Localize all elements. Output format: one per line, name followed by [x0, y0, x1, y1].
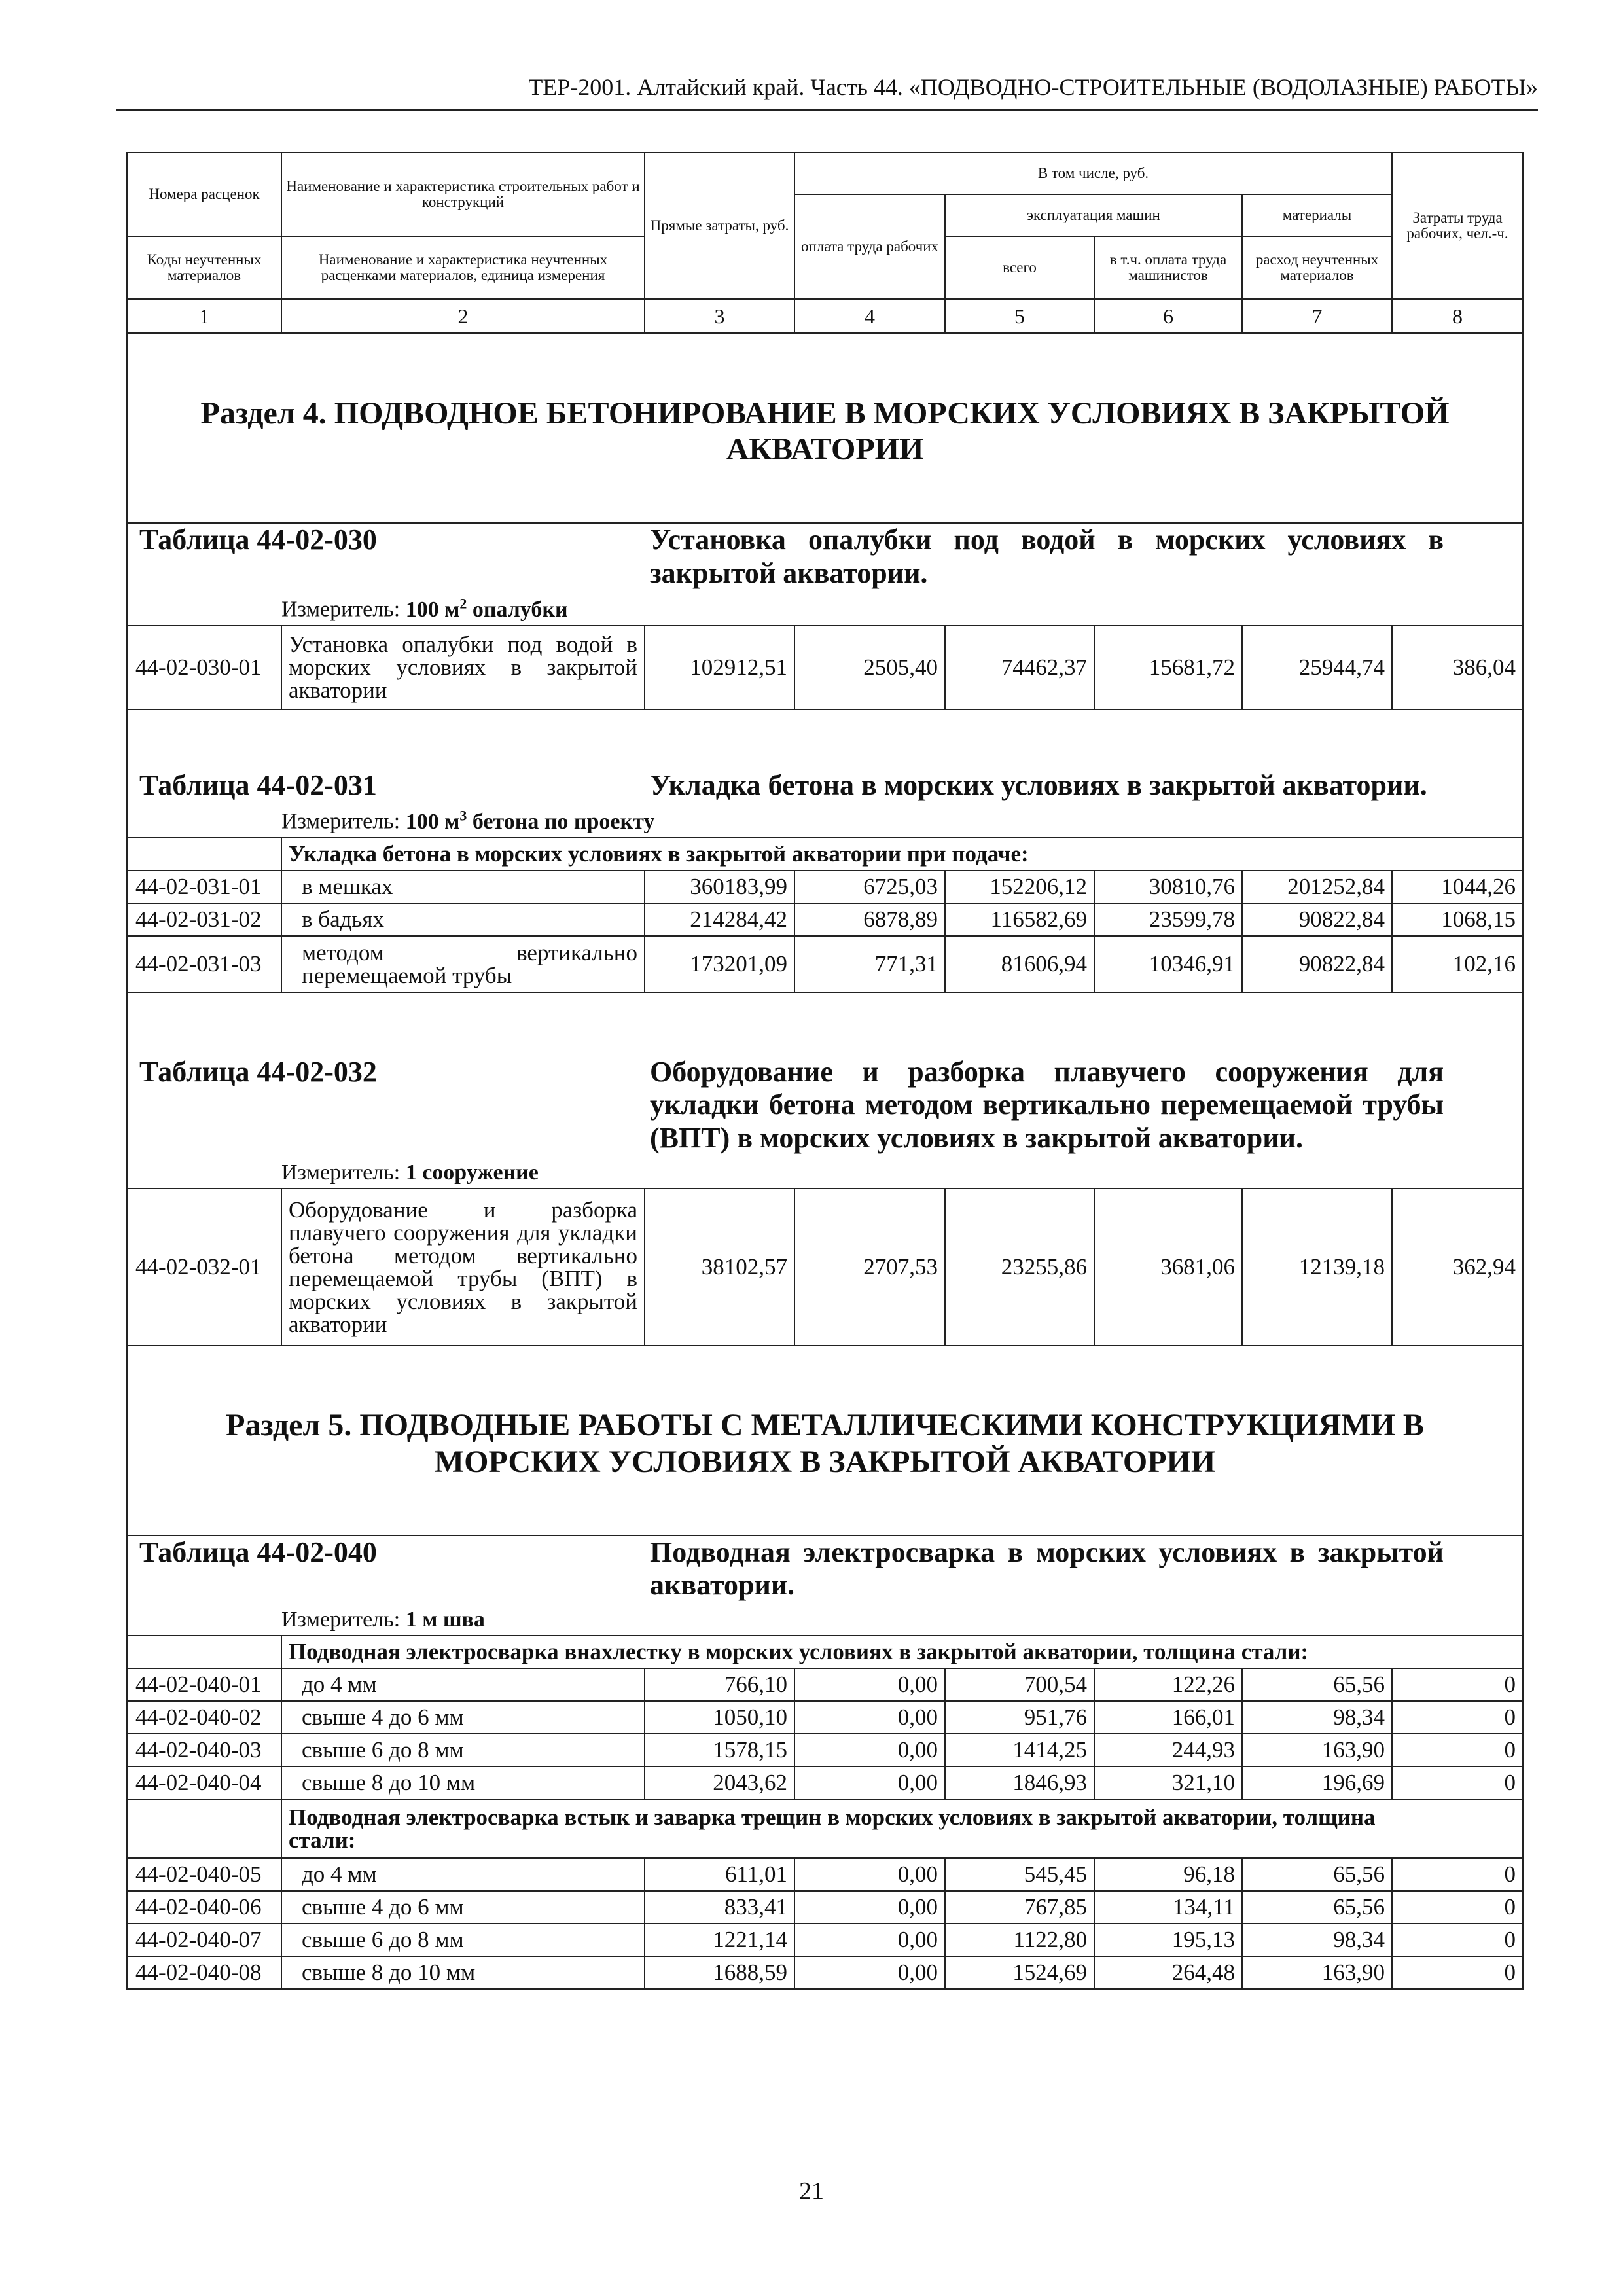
- col-header-including: В том числе, руб.: [794, 152, 1392, 194]
- col-header-direct-costs: Прямые затраты, руб.: [645, 152, 794, 299]
- section-5-title: Раздел 5. ПОДВОДНЫЕ РАБОТЫ С МЕТАЛЛИЧЕСКИМИ КОНСТРУКЦИЯМИ В МОРСКИХ УСЛОВИЯХ В ЗАКРЫТОЙ АКВАТОРИИ: [226, 1408, 1424, 1479]
- value-cell: 0,00: [794, 1767, 945, 1799]
- value-cell: 1846,93: [945, 1767, 1094, 1799]
- value-cell: 173201,09: [645, 936, 794, 992]
- col-header-labor-hours: Затраты труда рабочих, чел.-ч.: [1392, 152, 1523, 299]
- value-cell: 3681,06: [1094, 1189, 1242, 1346]
- value-cell: 74462,37: [945, 626, 1094, 709]
- rate-code: 44-02-040-04: [127, 1767, 281, 1799]
- rate-code: 44-02-040-02: [127, 1701, 281, 1734]
- value-cell: 700,54: [945, 1668, 1094, 1701]
- value-cell: 23255,86: [945, 1189, 1094, 1346]
- group-heading: Укладка бетона в морских условиях в закрытой акватории при подаче:: [281, 838, 1523, 870]
- value-cell: 362,94: [1392, 1189, 1523, 1346]
- table-label: Таблица 44-02-032: [139, 1055, 377, 1088]
- value-cell: 264,48: [1094, 1956, 1242, 1989]
- meter-line: Измеритель: 100 $м^2$ опалубки: [281, 595, 568, 622]
- col-number: 5: [945, 299, 1094, 333]
- table-row: [127, 1189, 1523, 1346]
- value-cell: 0: [1392, 1858, 1523, 1891]
- value-cell: 0: [1392, 1956, 1523, 1989]
- col-number: 4: [794, 299, 945, 333]
- value-cell: 0,00: [794, 1956, 945, 1989]
- value-cell: 1524,69: [945, 1956, 1094, 1989]
- col-header-work-name: Наименование и характеристика строительных работ и конструкций: [281, 152, 645, 236]
- col-header-material-codes: Коды неучтенных материалов: [127, 236, 281, 299]
- table-row: [127, 870, 1523, 903]
- table-row: [127, 1767, 1523, 1799]
- value-cell: 0: [1392, 1734, 1523, 1767]
- value-cell: 122,26: [1094, 1668, 1242, 1701]
- value-cell: 15681,72: [1094, 626, 1242, 709]
- value-cell: 1688,59: [645, 1956, 794, 1989]
- rate-code: 44-02-031-01: [127, 870, 281, 903]
- value-cell: 1050,10: [645, 1701, 794, 1734]
- meter-line: Измеритель: 1 сооружение: [281, 1160, 539, 1185]
- meter-line: Измеритель: 100 $м^3$ бетона по проекту: [281, 807, 655, 834]
- price-table: [126, 152, 1524, 1990]
- table-row: [127, 1858, 1523, 1891]
- table-row: [127, 1701, 1523, 1734]
- value-cell: 360183,99: [645, 870, 794, 903]
- col-header-worker-pay: оплата труда рабочих: [794, 194, 945, 299]
- value-cell: 195,13: [1094, 1924, 1242, 1956]
- value-cell: 30810,76: [1094, 870, 1242, 903]
- value-cell: 2505,40: [794, 626, 945, 709]
- value-cell: 196,69: [1242, 1767, 1392, 1799]
- value-cell: 163,90: [1242, 1734, 1392, 1767]
- value-cell: 766,10: [645, 1668, 794, 1701]
- value-cell: 244,93: [1094, 1734, 1242, 1767]
- rate-code: 44-02-040-01: [127, 1668, 281, 1701]
- value-cell: 0,00: [794, 1701, 945, 1734]
- col-number: 1: [127, 299, 281, 333]
- value-cell: 134,11: [1094, 1891, 1242, 1924]
- value-cell: 0: [1392, 1668, 1523, 1701]
- group-heading: Подводная электросварка внахлестку в морских условиях в закрытой акватории, толщина стали:: [281, 1636, 1523, 1668]
- table-row: [127, 1956, 1523, 1989]
- col-header-material-names: Наименование и характеристика неучтенных расценками материалов, единица измерения: [281, 236, 645, 299]
- value-cell: 6878,89: [794, 903, 945, 936]
- col-header-machines-total: всего: [945, 236, 1094, 299]
- running-header: ТЕР-2001. Алтайский край. Часть 44. «ПОДВОДНО-СТРОИТЕЛЬНЫЕ (ВОДОЛАЗНЫЕ) РАБОТЫ»: [116, 73, 1538, 111]
- value-cell: 6725,03: [794, 870, 945, 903]
- rate-name: свыше 4 до 6 мм: [281, 1701, 645, 1734]
- table-title: Оборудование и разборка плавучего сооружения для укладки бетона методом вертикально перемещаемой трубы (ВПТ) в морских условиях в закрытой акватории.: [650, 1055, 1444, 1154]
- table-row: [127, 1734, 1523, 1767]
- value-cell: 771,31: [794, 936, 945, 992]
- table-row: [127, 903, 1523, 936]
- col-number: 2: [281, 299, 645, 333]
- value-cell: 951,76: [945, 1701, 1094, 1734]
- col-header-machines: эксплуатация машин: [945, 194, 1242, 236]
- value-cell: 98,34: [1242, 1701, 1392, 1734]
- value-cell: 0: [1392, 1924, 1523, 1956]
- col-header-rate-numbers: Номера расценок: [127, 152, 281, 236]
- col-header-material-consumption: расход неучтенных материалов: [1242, 236, 1392, 299]
- value-cell: 214284,42: [645, 903, 794, 936]
- value-cell: 833,41: [645, 1891, 794, 1924]
- group-heading: Подводная электросварка встык и заварка трещин в морских условиях в закрытой акватории, толщина стали:: [281, 1799, 1523, 1858]
- value-cell: 12139,18: [1242, 1189, 1392, 1346]
- rate-code: 44-02-040-07: [127, 1924, 281, 1956]
- table-label: Таблица 44-02-040: [139, 1535, 377, 1568]
- value-cell: 98,34: [1242, 1924, 1392, 1956]
- rate-name: до 4 мм: [281, 1858, 645, 1891]
- value-cell: 0: [1392, 1891, 1523, 1924]
- value-cell: 38102,57: [645, 1189, 794, 1346]
- col-number: 8: [1392, 299, 1523, 333]
- value-cell: 545,45: [945, 1858, 1094, 1891]
- value-cell: 163,90: [1242, 1956, 1392, 1989]
- value-cell: 1578,15: [645, 1734, 794, 1767]
- value-cell: 1122,80: [945, 1924, 1094, 1956]
- value-cell: 767,85: [945, 1891, 1094, 1924]
- section-4-title: Раздел 4. ПОДВОДНОЕ БЕТОНИРОВАНИЕ В МОРСКИХ УСЛОВИЯХ В ЗАКРЫТОЙ АКВАТОРИИ: [200, 395, 1450, 467]
- value-cell: 65,56: [1242, 1858, 1392, 1891]
- table-title: Укладка бетона в морских условиях в закрытой акватории.: [650, 768, 1427, 801]
- rate-name: Оборудование и разборка плавучего сооружения для укладки бетона методом вертикально перемещаемой трубы (ВПТ) в морских условиях в закрытой акватории: [281, 1189, 645, 1346]
- value-cell: 65,56: [1242, 1891, 1392, 1924]
- value-cell: 102,16: [1392, 936, 1523, 992]
- value-cell: 102912,51: [645, 626, 794, 709]
- rate-code: 44-02-031-03: [127, 936, 281, 992]
- value-cell: 2707,53: [794, 1189, 945, 1346]
- meter-line: Измеритель: 1 м шва: [281, 1607, 485, 1632]
- rate-name: методом вертикально перемещаемой трубы: [281, 936, 645, 992]
- value-cell: 25944,74: [1242, 626, 1392, 709]
- value-cell: 1044,26: [1392, 870, 1523, 903]
- value-cell: 321,10: [1094, 1767, 1242, 1799]
- value-cell: 0,00: [794, 1668, 945, 1701]
- rate-name: до 4 мм: [281, 1668, 645, 1701]
- col-header-materials: материалы: [1242, 194, 1392, 236]
- value-cell: 0,00: [794, 1891, 945, 1924]
- value-cell: 2043,62: [645, 1767, 794, 1799]
- value-cell: 1414,25: [945, 1734, 1094, 1767]
- col-header-operators-pay: в т.ч. оплата труда машинистов: [1094, 236, 1242, 299]
- value-cell: 10346,91: [1094, 936, 1242, 992]
- value-cell: 0: [1392, 1701, 1523, 1734]
- col-number: 7: [1242, 299, 1392, 333]
- value-cell: 1221,14: [645, 1924, 794, 1956]
- value-cell: 201252,84: [1242, 870, 1392, 903]
- rate-code: 44-02-040-03: [127, 1734, 281, 1767]
- rate-code: 44-02-030-01: [127, 626, 281, 709]
- table-row: [127, 1668, 1523, 1701]
- table-row: [127, 626, 1523, 709]
- rate-code: 44-02-032-01: [127, 1189, 281, 1346]
- table-title: Подводная электросварка в морских условиях в закрытой акватории.: [650, 1535, 1444, 1602]
- value-cell: 152206,12: [945, 870, 1094, 903]
- value-cell: 611,01: [645, 1858, 794, 1891]
- rate-code: 44-02-040-05: [127, 1858, 281, 1891]
- rate-code: 44-02-040-06: [127, 1891, 281, 1924]
- rate-code: 44-02-031-02: [127, 903, 281, 936]
- table-title: Установка опалубки под водой в морских условиях в закрытой акватории.: [650, 524, 1444, 589]
- value-cell: 0: [1392, 1767, 1523, 1799]
- rate-name: свыше 4 до 6 мм: [281, 1891, 645, 1924]
- value-cell: 0,00: [794, 1858, 945, 1891]
- rate-name: свыше 6 до 8 мм: [281, 1924, 645, 1956]
- value-cell: 0,00: [794, 1924, 945, 1956]
- rate-name: свыше 8 до 10 мм: [281, 1767, 645, 1799]
- rate-name: свыше 8 до 10 мм: [281, 1956, 645, 1989]
- value-cell: 23599,78: [1094, 903, 1242, 936]
- rate-name: Установка опалубки под водой в морских условиях в закрытой акватории: [281, 626, 645, 709]
- value-cell: 166,01: [1094, 1701, 1242, 1734]
- table-row: [127, 936, 1523, 992]
- rate-name: свыше 6 до 8 мм: [281, 1734, 645, 1767]
- value-cell: 1068,15: [1392, 903, 1523, 936]
- rate-code: 44-02-040-08: [127, 1956, 281, 1989]
- rate-name: в бадьях: [281, 903, 645, 936]
- col-number: 3: [645, 299, 794, 333]
- value-cell: 0,00: [794, 1734, 945, 1767]
- table-label: Таблица 44-02-030: [139, 524, 377, 556]
- value-cell: 65,56: [1242, 1668, 1392, 1701]
- value-cell: 96,18: [1094, 1858, 1242, 1891]
- col-number: 6: [1094, 299, 1242, 333]
- value-cell: 90822,84: [1242, 903, 1392, 936]
- value-cell: 81606,94: [945, 936, 1094, 992]
- value-cell: 90822,84: [1242, 936, 1392, 992]
- table-row: [127, 1924, 1523, 1956]
- page-number: 21: [799, 2178, 824, 2205]
- rate-name: в мешках: [281, 870, 645, 903]
- value-cell: 116582,69: [945, 903, 1094, 936]
- value-cell: 386,04: [1392, 626, 1523, 709]
- table-label: Таблица 44-02-031: [139, 768, 377, 801]
- table-row: [127, 1891, 1523, 1924]
